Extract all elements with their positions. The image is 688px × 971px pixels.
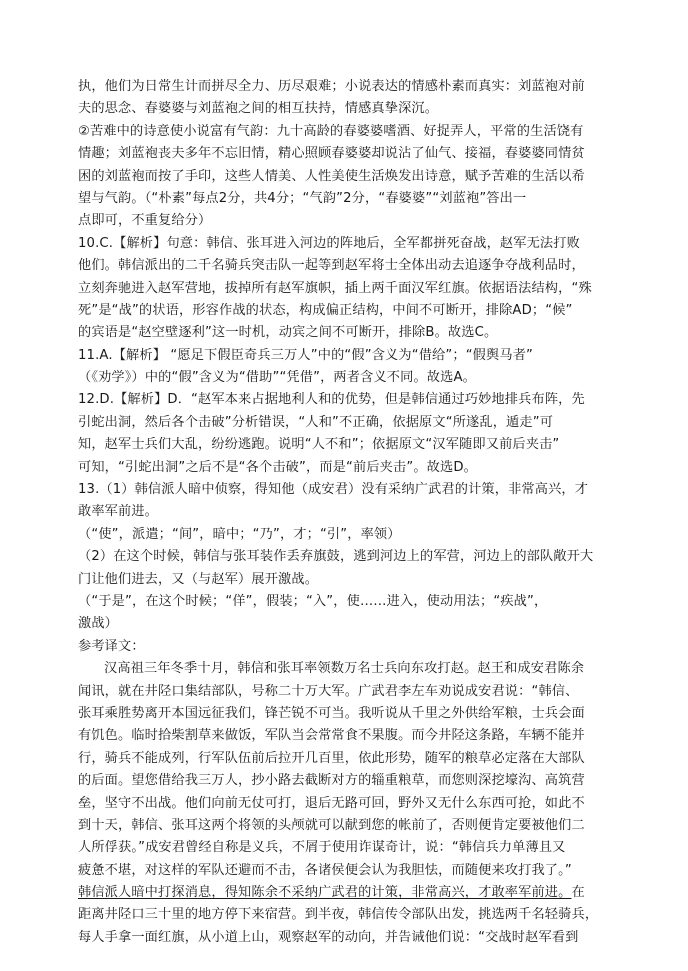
- line-text: 12.D.【解析】D．“赵军本来占据地利人和的优势，但是韩信通过巧妙地排兵布阵，先: [78, 392, 585, 408]
- text-line: [78, 927, 632, 949]
- line-tail-text: 在: [571, 885, 585, 901]
- line-text: 13.（1）韩信派人暗中侦察，得知他（成安君）没有采纳广武君的计策，非常高兴，才: [78, 482, 589, 498]
- text-line: [78, 166, 632, 188]
- text-line: [78, 658, 632, 680]
- text-line: [78, 882, 632, 904]
- line-text: 人所俘获。”成安君曾经自称是义兵，不屑于使用诈谋奇计，说：“韩信兵力单薄且又: [78, 840, 566, 856]
- text-line: [78, 569, 632, 591]
- text-line: [78, 636, 632, 658]
- text-line: [78, 479, 632, 501]
- line-text: 11.A.【解析】 “愿足下假臣奇兵三万人”中的“假”含义为“借给”；“假舆马者”: [78, 347, 534, 363]
- line-text: 引蛇出洞，然后各个击破”分析错误，“人和”不正确，依据原文“所遂乱，遁走”可: [78, 414, 554, 430]
- text-line: [78, 255, 632, 277]
- text-line: [78, 389, 632, 411]
- text-line: [78, 188, 632, 210]
- text-line: [78, 434, 632, 456]
- line-text: 敢率军前进。: [78, 504, 159, 520]
- line-text: 他们。韩信派出的二千名骑兵突击队一起等到赵军将士全体出动去追逐争夺战利品时，: [78, 258, 585, 274]
- text-line: [78, 300, 632, 322]
- text-line: [78, 345, 632, 367]
- underlined-sentence: 韩信派人暗中打探消息，得知陈余不采纳广武君的计策，非常高兴，才敢率军前进。: [78, 885, 572, 901]
- text-line: [78, 76, 632, 98]
- text-line: [78, 546, 632, 568]
- line-text: 每人手拿一面红旗，从小道上山，观察赵军的动向，并告诫他们说：“交战时赵军看到: [78, 929, 579, 945]
- line-text: 门让他们进去，又（与赵军）展开激战。: [78, 571, 319, 587]
- line-text: 行，骑兵不能成列，行军队伍前后拉开几百里，依此形势，随军的粮草必定落在大部队: [78, 750, 585, 766]
- line-text: 执，他们为日常生计而拼尽全力、历尽艰难；小说表达的情感朴素而真实：刘蓝袍对前: [78, 79, 585, 94]
- text-line: [78, 613, 632, 635]
- line-text: 望与气韵。（“朴素”每点2分，共4分；“气韵”2分，“春婆婆”“刘蓝袍”答出一: [78, 190, 527, 206]
- text-line: [78, 681, 632, 703]
- line-text: 死”是“战”的状语，形容作战的状态，构成偏正结构，中间不可断开，排除AD；“候”: [78, 302, 573, 318]
- text-line: [78, 210, 632, 232]
- text-line: [78, 98, 632, 120]
- text-line: [78, 815, 632, 837]
- text-line: [78, 860, 632, 882]
- text-line: [78, 501, 632, 523]
- line-text: （2）在这个时候，韩信与张耳装作丢弃旗鼓，逃到河边上的军营，河边上的部队敞开大: [78, 549, 594, 565]
- text-line: [78, 367, 632, 389]
- text-line: [78, 837, 632, 859]
- text-line: [78, 703, 632, 725]
- text-line: [78, 748, 632, 770]
- line-text: 知，赵军士兵们大乱，纷纷逃跑。说明“人不和”；依据原文“汉军随即又前后夹击”: [78, 437, 560, 453]
- text-line: [78, 457, 632, 479]
- line-text: 困的刘蓝袍而按了手印，这些人情美、人性美使生活焕发出诗意，赋予苦难的生活以希: [78, 168, 585, 184]
- line-text: 距离井陉口三十里的地方停下来宿营。到半夜，韩信传令部队出发，挑选两千名轻骑兵，: [78, 907, 599, 923]
- text-line: [78, 904, 632, 926]
- text-line: [78, 143, 632, 165]
- text-line: [78, 278, 632, 300]
- line-text: 垒，坚守不出战。他们向前无仗可打，退后无路可回，野外又无什么东西可抢，如此不: [78, 795, 585, 811]
- line-text: 到十天，韩信、张耳这两个将领的头颅就可以献到您的帐前了，否则便肯定要被他们二: [78, 817, 585, 833]
- text-line: [78, 725, 632, 747]
- line-text: 情趣；刘蓝袍丧夫多年不忘旧情，精心照顾春婆婆却说沾了仙气、接福，春婆婆同情贫: [78, 146, 585, 162]
- line-text: 的宾语是“赵空壁逐利”这一时机，动宾之间不可断开，排除B。故选C。: [78, 325, 498, 341]
- text-line: [78, 591, 632, 613]
- text-line: [78, 412, 632, 434]
- line-text: 汉高祖三年冬季十月，韩信和张耳率领数万名士兵向东攻打赵。赵王和成安君陈余: [104, 661, 585, 677]
- line-text: 夫的思念、春婆婆与刘蓝袍之间的相互扶持，情感真挚深沉。: [78, 101, 439, 117]
- text-line: [78, 121, 632, 143]
- text-line: [78, 770, 632, 792]
- line-text: 的后面。望您借给我三万人，抄小路去截断对方的辎重粮草，而您则深挖壕沟、高筑营: [78, 773, 585, 789]
- line-text: 激战）: [78, 616, 119, 632]
- line-text: 疲惫不堪，对这样的军队还避而不击，各诸侯便会认为我胆怯，而随便来攻打我了。”: [78, 862, 572, 878]
- line-text: 张耳乘胜势离开本国远征我们，锋芒锐不可当。我听说从千里之外供给军粮，士兵会面: [78, 705, 585, 721]
- line-text: 闻讯，就在井陉口集结部队，号称二十万大军。广武君李左车劝说成安君说：“韩信、: [78, 683, 579, 699]
- line-text: （“使”，派遣；“间”，暗中；“乃”，才；“引”，率领）: [78, 526, 401, 542]
- line-text: 有饥色。临时拾柴割草来做饭，军队当会常常食不果腹。而今井陉这条路，车辆不能并: [78, 728, 585, 744]
- line-text: 点即可，不重复给分）: [78, 213, 212, 229]
- line-text: 可知，“引蛇出洞”之后不是“各个击破”，而是“前后夹击”。故选D。: [78, 459, 477, 475]
- line-text: 立刻奔驰进入赵军营地，拔掉所有赵军旗帜，插上两千面汉军红旗。依据语法结构，“殊: [78, 280, 592, 296]
- line-text: （“于是”，在这个时候；“佯”，假装；“入”，使……进入，使动用法；“疾战”，: [78, 593, 548, 609]
- text-line: [78, 322, 632, 344]
- line-text: ②苦难中的诗意使小说富有气韵：九十高龄的春婆婆嗜酒、好捉弄人，平常的生活饶有: [78, 123, 584, 139]
- text-line: [78, 793, 632, 815]
- text-line: [78, 524, 632, 546]
- text-line: [78, 233, 632, 255]
- line-text: 10.C.【解析】句意：韩信、张耳进入河边的阵地后，全军都拼死奋战，赵军无法打败: [78, 235, 580, 251]
- line-text: （《劝学》）中的“假”含义为“借助”“凭借”，两者含义不同。故选A。: [78, 370, 476, 386]
- line-text: 参考译文：: [78, 638, 145, 654]
